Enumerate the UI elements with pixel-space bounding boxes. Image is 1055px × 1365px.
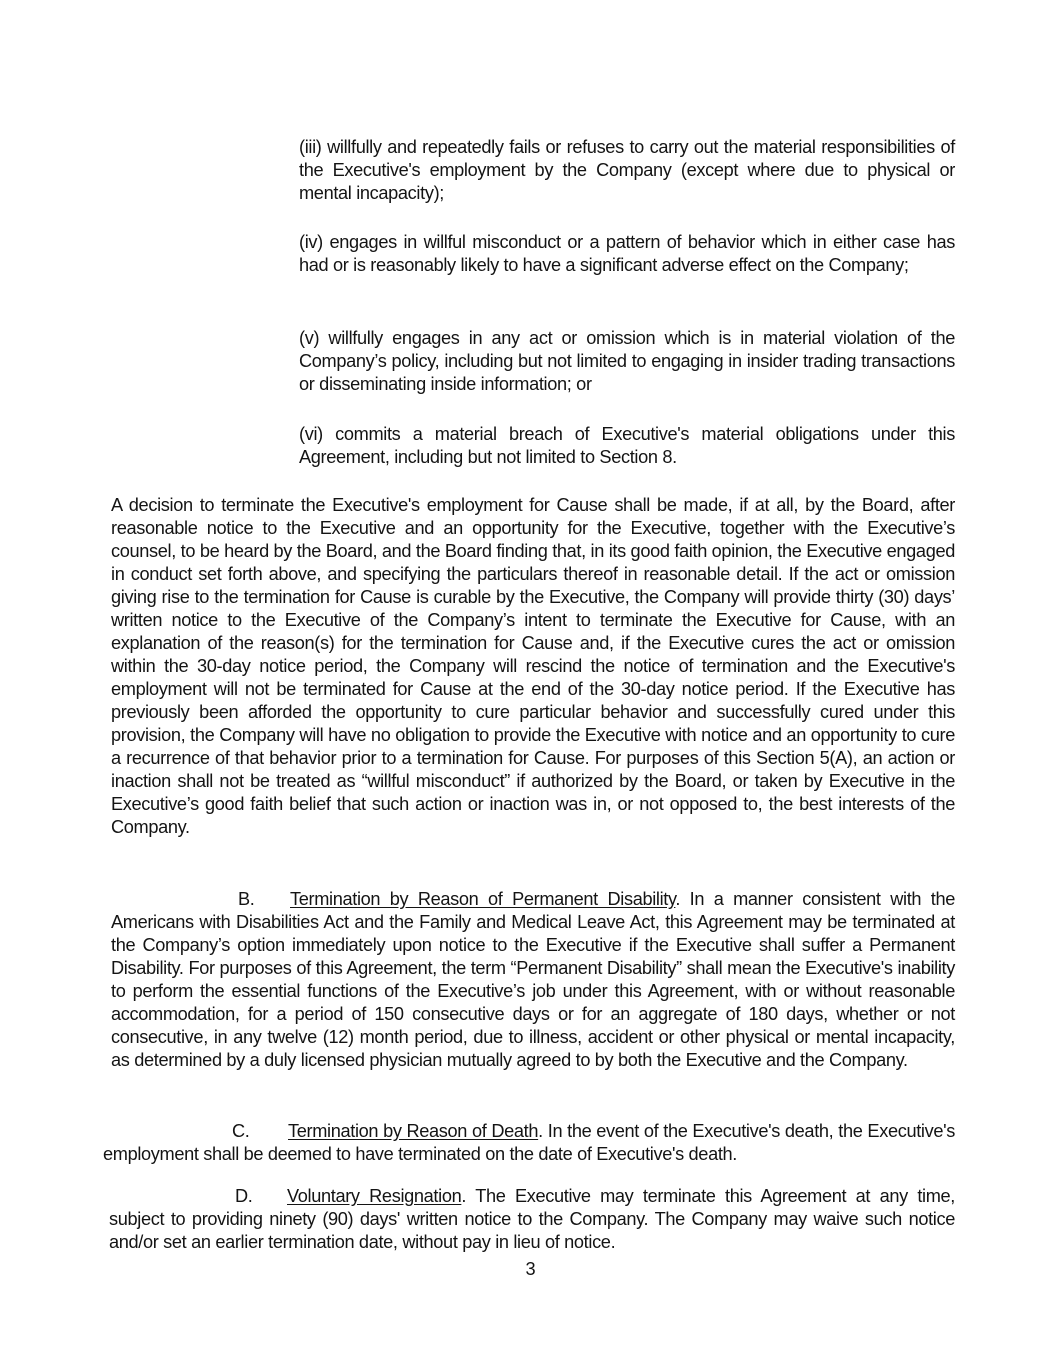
section-letter: B. — [238, 889, 255, 909]
section-c-death — [103, 1120, 955, 1166]
section-heading: Voluntary Resignation — [287, 1186, 462, 1206]
section-body: . In the event of the Executive's death, the Executive's employment shall be deemed to have terminated on the date of Executive's death. — [103, 1121, 955, 1164]
page-number: 3 — [525, 1259, 536, 1279]
clause-v: (v) willfully engages in any act or omission which is in material violation of the Company’s policy, including but not limited to engaging in insider trading transactions or disseminating inside information; or — [299, 328, 955, 394]
cause-decision-paragraph: A decision to terminate the Executive's employment for Cause shall be made, if at all, by the Board, after reasonable notice to the Executive and an opportunity for the Executive, together with the Executive’s counsel, to be heard by the Board, and the Board finding that, in its good faith opinion, the Executive engaged in conduct set forth above, and specifying the particulars thereof in reasonable detail. If the act or omission giving rise to the termination for Cause is curable by the Executive, the Company will provide thirty (30) days’ written notice to the Executive of the Company’s intent to terminate the Executive for Cause, with an explanation of the reason(s) for the termination for Cause and, if the Executive cures the act or omission within the 30-day notice period, the Company will rescind the notice of termination and the Executive's employment will not be terminated for Cause at the end of the 30-day notice period. If the Executive has previously been afforded the opportunity to cure particular behavior and successfully cured under this provision, the Company will have no obligation to provide the Executive with notice and an opportunity to cure a recurrence of that behavior prior to a termination for Cause. For purposes of this Section 5(A), an action or inaction shall not be treated as “willful misconduct” if authorized by the Board, or taken by Executive in the Executive’s good faith belief that such action or inaction was in, or not opposed to, the best interests of the Company. — [111, 495, 955, 837]
section-b-permanent-disability — [111, 888, 955, 1072]
section-body: . The Executive may terminate this Agreement at any time, subject to providing ninety (90) days' written notice to the Company. The Company may waive such notice and/or set an earlier termination date, without pay in lieu of notice. — [109, 1186, 955, 1252]
section-heading: Termination by Reason of Death — [288, 1121, 539, 1141]
section-d-voluntary-resignation — [109, 1185, 955, 1254]
section-letter: D. — [235, 1186, 253, 1206]
section-letter: C. — [232, 1121, 250, 1141]
section-body: . In a manner consistent with the Americans with Disabilities Act and the Family and Medical Leave Act, this Agreement may be terminated at the Company’s option immediately upon notice to the Executive if the Executive shall suffer a Permanent Disability. For purposes of this Agreement, the term “Permanent Disability” shall mean the Executive's inability to perform the essential functions of the Executive’s job under this Agreement, with or without reasonable accommodation, for a period of 150 consecutive days or for an aggregate of 180 days, whether or not consecutive, in any twelve (12) month period, due to illness, accident or other physical or mental incapacity, as determined by a duly licensed physician mutually agreed to by both the Executive and the Company. — [111, 889, 955, 1070]
clause-iv: (iv) engages in willful misconduct or a pattern of behavior which in either case has had or is reasonably likely to have a significant adverse effect on the Company; — [299, 232, 955, 275]
clause-iii: (iii) willfully and repeatedly fails or refuses to carry out the material responsibilities of the Executive's employment by the Company (except where due to physical or mental incapacity); — [299, 137, 955, 203]
clause-vi: (vi) commits a material breach of Executive's material obligations under this Agreement, including but not limited to Section 8. — [299, 424, 955, 467]
section-heading: Termination by Reason of Permanent Disability — [290, 889, 676, 909]
